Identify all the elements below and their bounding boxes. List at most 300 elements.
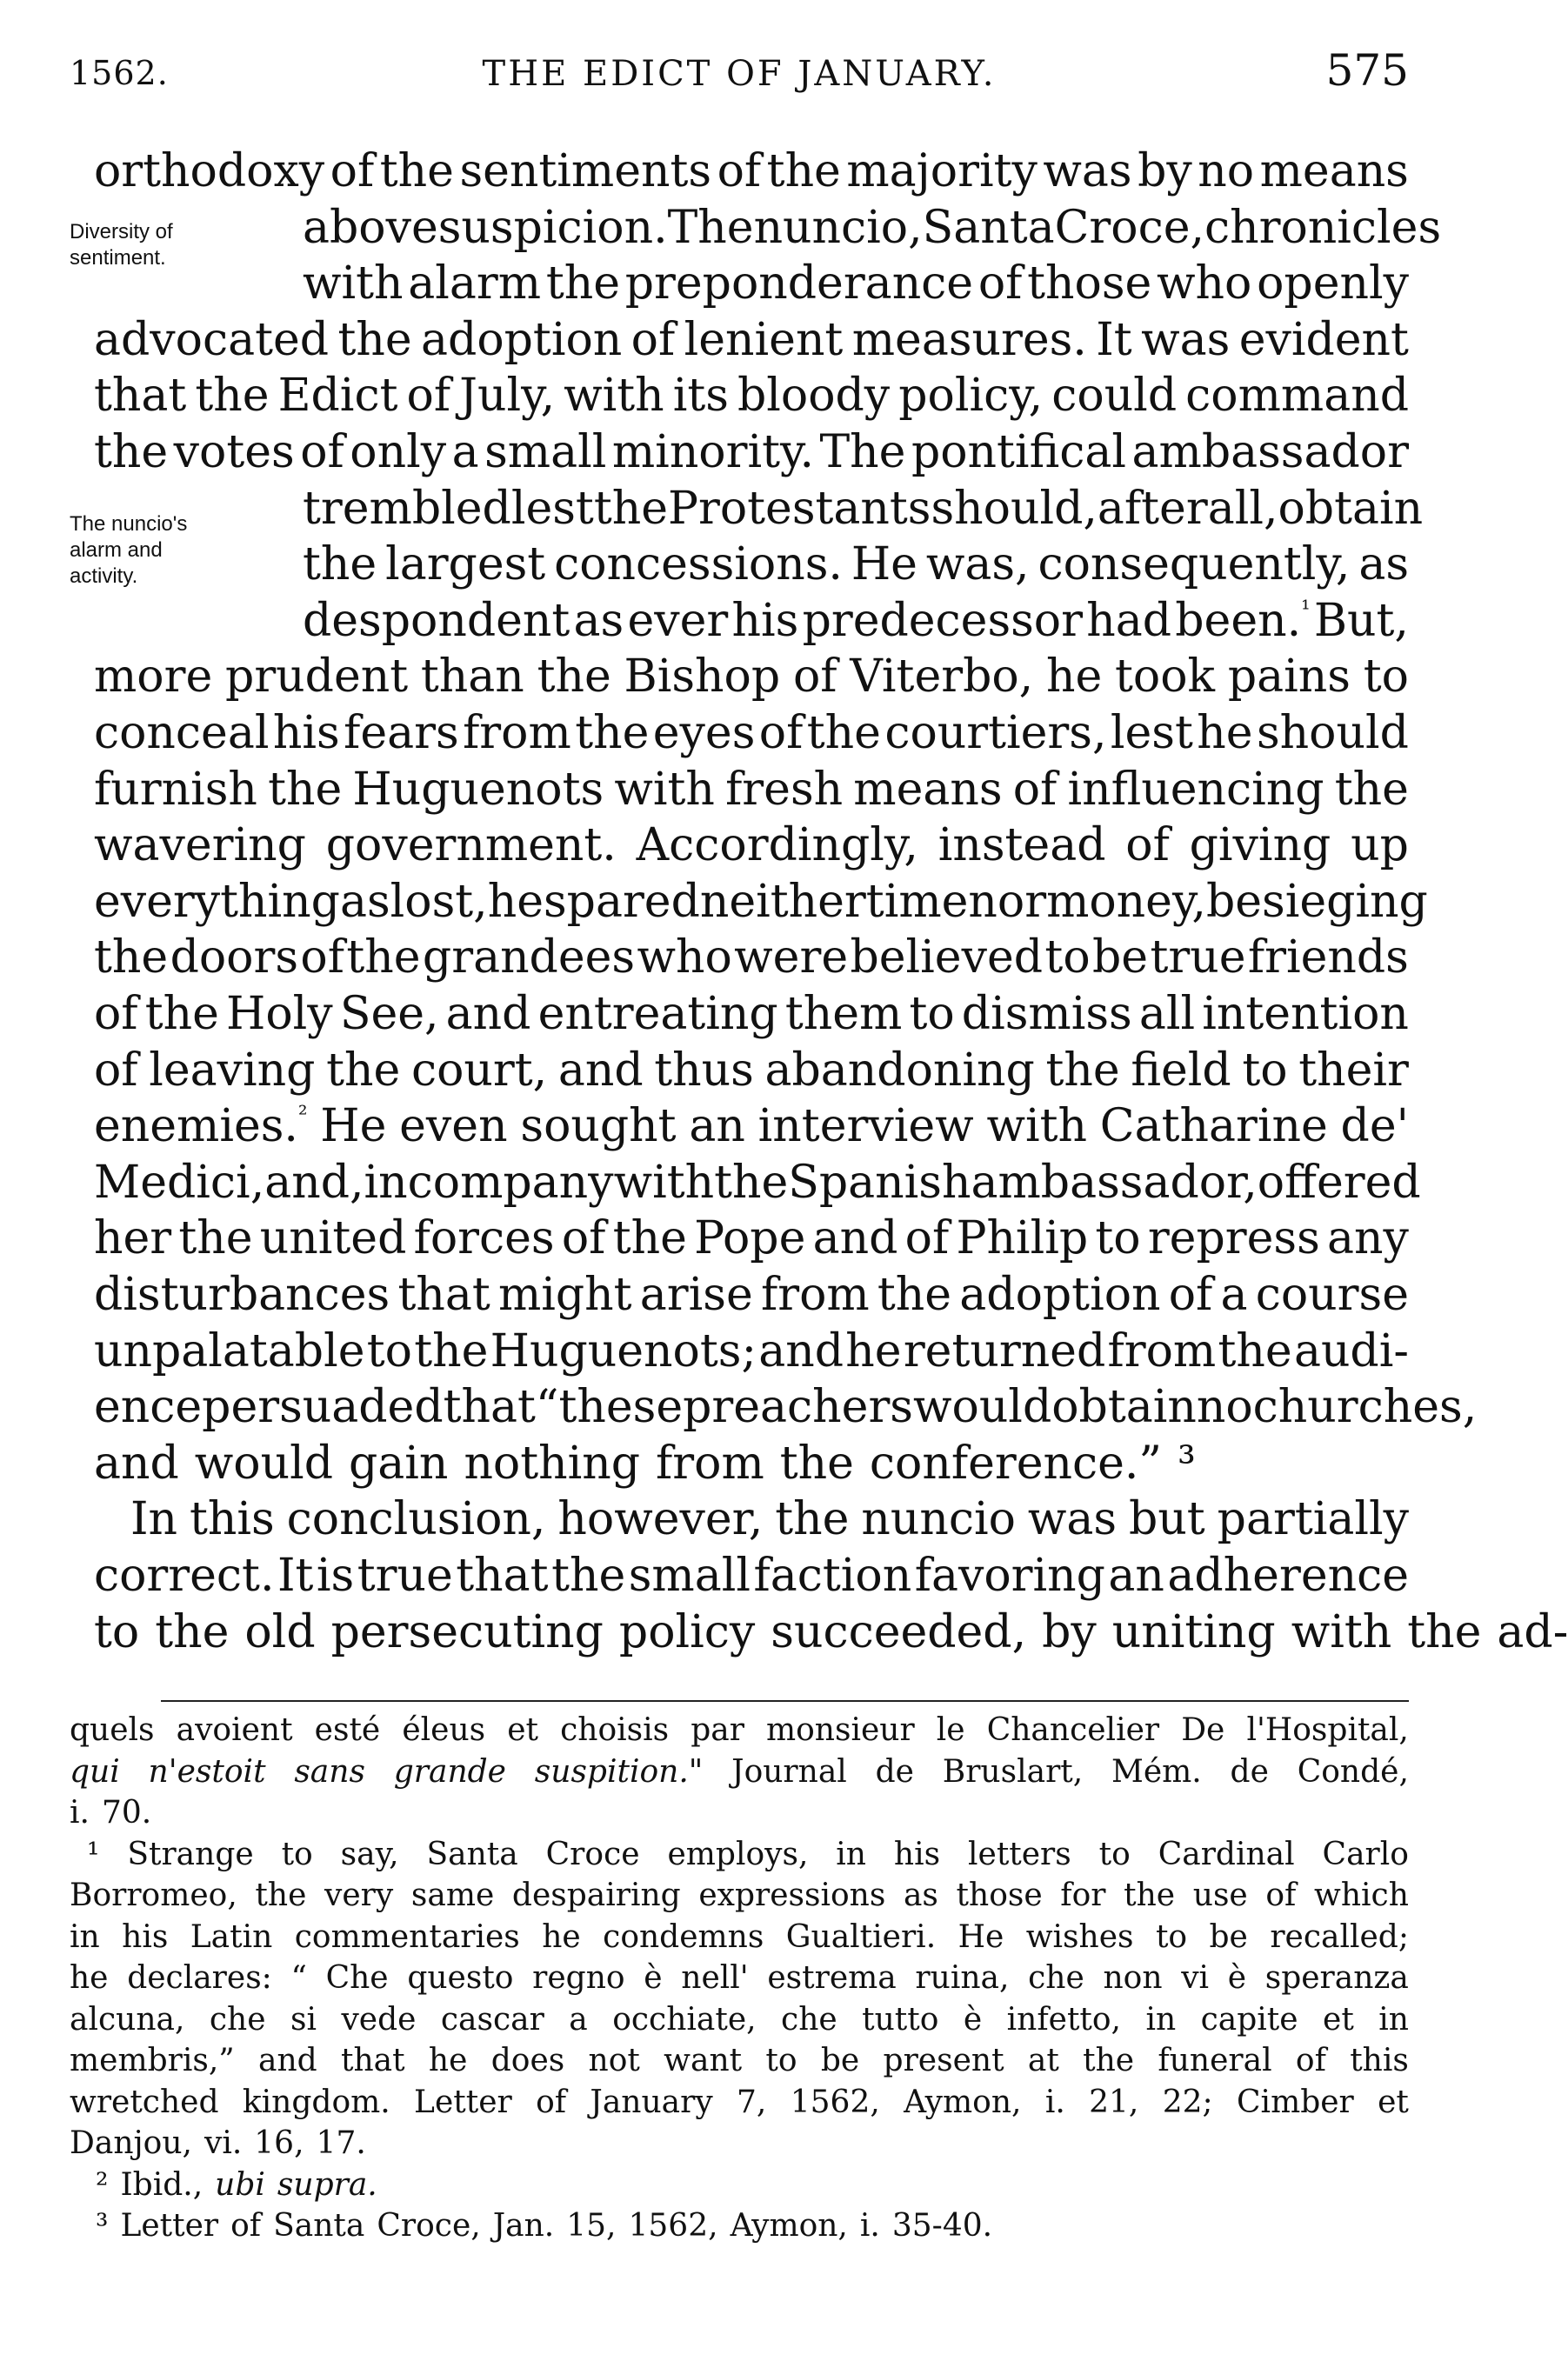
word: de' xyxy=(1340,1100,1409,1153)
word: de xyxy=(1230,1753,1269,1790)
word: favoring xyxy=(914,1550,1105,1602)
word: the xyxy=(714,1156,789,1209)
word: the xyxy=(779,1437,854,1490)
word: to xyxy=(1242,1044,1288,1097)
word: ad- xyxy=(1497,1605,1568,1658)
margin-note-line: sentiment. xyxy=(70,246,166,270)
word: succeeded, xyxy=(771,1605,1027,1658)
word: vi. xyxy=(204,2125,243,2161)
word: that xyxy=(94,370,187,423)
word: regno xyxy=(532,1960,625,1996)
word: with xyxy=(303,257,404,310)
word: prudent xyxy=(225,650,409,704)
word: But, xyxy=(1313,594,1409,647)
word: with xyxy=(1291,1605,1392,1658)
word: besieging xyxy=(1205,875,1428,928)
word: bloody xyxy=(737,370,891,423)
word: partially xyxy=(1217,1493,1409,1546)
word: the xyxy=(877,1269,952,1321)
word: alarm xyxy=(408,257,542,310)
word: che xyxy=(1028,1960,1084,1996)
word: small xyxy=(484,426,607,478)
word: of xyxy=(300,426,344,478)
word: repress xyxy=(1147,1212,1320,1265)
word: sought xyxy=(520,1100,677,1153)
word: money, xyxy=(1046,875,1206,928)
word: the xyxy=(337,313,412,366)
word: Philip xyxy=(956,1212,1089,1265)
body-line xyxy=(94,312,1409,368)
margin-note-line: alarm and xyxy=(70,538,163,562)
word: Cimber xyxy=(1237,2084,1354,2120)
word: old xyxy=(244,1605,316,1658)
word: fears xyxy=(344,707,459,759)
footnote-line xyxy=(70,2084,1409,2122)
word: qui xyxy=(70,1753,120,1790)
word: is xyxy=(316,1550,355,1602)
footnote-line xyxy=(96,2166,377,2205)
word: choisis xyxy=(560,1712,670,1748)
body-line xyxy=(94,1379,1478,1435)
word: more xyxy=(94,650,213,704)
word: Santa xyxy=(426,1836,518,1872)
body-line xyxy=(130,1491,1409,1547)
word: the xyxy=(326,1044,401,1097)
word: to xyxy=(909,988,955,1040)
footnote-line xyxy=(70,2042,1409,2080)
word: with xyxy=(986,1100,1087,1153)
word: infetto, xyxy=(1006,2001,1122,2038)
word: recalled; xyxy=(1270,1918,1409,1955)
word: funeral xyxy=(1158,2043,1272,2078)
word: in xyxy=(1145,2001,1177,2038)
word: those xyxy=(956,1878,1043,1913)
word: as xyxy=(339,875,390,928)
word: in xyxy=(836,1836,866,1872)
word: no xyxy=(1198,145,1255,197)
word: would xyxy=(913,1381,1052,1434)
body-line xyxy=(94,649,1409,704)
word: might xyxy=(497,1269,632,1321)
word: same xyxy=(410,1878,495,1913)
word: not xyxy=(588,2043,640,2078)
word: with xyxy=(564,370,664,423)
word: interview xyxy=(757,1100,974,1153)
word: Santa xyxy=(273,2208,365,2244)
word: by xyxy=(1042,1605,1097,1658)
footnote-line xyxy=(70,2001,1409,2039)
word: lenient xyxy=(684,313,844,366)
word: the xyxy=(178,1212,253,1265)
word: faction xyxy=(753,1550,912,1602)
word: Journal xyxy=(731,1753,847,1790)
word: influencing xyxy=(1067,763,1324,816)
word: et xyxy=(1378,2084,1409,2120)
word: the xyxy=(1124,1878,1176,1913)
word: 1562, xyxy=(628,2208,718,2244)
word: vede xyxy=(341,2001,417,2038)
word: of xyxy=(1265,1878,1297,1913)
word: è xyxy=(963,2001,983,2038)
body-line xyxy=(303,593,1409,649)
footnote-line xyxy=(70,1711,1409,1750)
word: pains xyxy=(1227,650,1351,704)
word: He xyxy=(851,538,917,591)
word: wishes xyxy=(1025,1918,1134,1955)
word: disturbances xyxy=(94,1269,390,1321)
word: of xyxy=(300,931,344,984)
word: arise xyxy=(639,1269,753,1321)
word: want xyxy=(664,2043,743,2078)
word: a xyxy=(569,2001,588,2038)
header-year: 1562. xyxy=(70,54,169,92)
word: Che xyxy=(325,1960,389,1996)
word: 22; xyxy=(1162,2084,1213,2120)
word: persecuting xyxy=(330,1605,604,1658)
word: the xyxy=(612,1212,687,1265)
word: preachers xyxy=(683,1381,913,1434)
word: predecessor xyxy=(802,594,1083,647)
word: of xyxy=(536,2084,567,2120)
word: lost, xyxy=(390,875,488,928)
word: 1562, xyxy=(790,2084,880,2120)
word: lest xyxy=(1110,707,1193,759)
word: i. xyxy=(1044,2084,1065,2120)
body-line xyxy=(94,762,1409,817)
word: from xyxy=(760,1269,870,1321)
word: court, xyxy=(410,1044,548,1097)
word: small xyxy=(628,1550,751,1602)
word: these xyxy=(558,1381,684,1434)
page-number: 575 xyxy=(1325,45,1409,96)
word: July, xyxy=(459,370,556,423)
word: ³ xyxy=(96,2208,109,2244)
word: monsieur xyxy=(766,1712,915,1748)
word: Croce, xyxy=(377,2208,481,2244)
word: De xyxy=(1181,1712,1225,1748)
header-title: THE EDICT OF JANUARY. xyxy=(482,54,997,94)
footnote-line xyxy=(70,1877,1409,1915)
word: conceal xyxy=(94,707,270,759)
word: and xyxy=(557,1044,644,1097)
word: ambassador, xyxy=(971,1156,1258,1209)
word: wavering xyxy=(94,819,306,872)
word: nor xyxy=(968,875,1047,928)
margin-note-nuncio xyxy=(70,511,187,590)
word: adherence xyxy=(1167,1550,1409,1602)
word: spared xyxy=(543,875,700,928)
word: in xyxy=(70,1918,100,1955)
word: of xyxy=(406,370,451,423)
word: supra. xyxy=(277,2166,377,2203)
word: commentaries xyxy=(294,1918,520,1955)
word: could xyxy=(1051,370,1178,423)
word: all, xyxy=(1207,482,1278,535)
word: those xyxy=(1027,257,1152,310)
word: eyes xyxy=(652,707,756,759)
word: grandees xyxy=(422,931,636,984)
word: as xyxy=(1358,538,1409,591)
word: the xyxy=(1334,763,1409,816)
word: ubi xyxy=(215,2166,265,2203)
word: Letter xyxy=(414,2084,512,2120)
running-header xyxy=(70,45,1409,97)
word: a xyxy=(451,426,479,478)
word: 7, xyxy=(737,2084,767,2120)
word: suspition." xyxy=(534,1753,704,1790)
word: tutto xyxy=(862,2001,939,2038)
word: the xyxy=(593,482,668,535)
word: Strange xyxy=(127,1836,254,1872)
word: It xyxy=(277,1550,314,1602)
word: It xyxy=(1096,313,1132,366)
word: of xyxy=(792,650,837,704)
word: say, xyxy=(340,1836,399,1872)
word: to xyxy=(94,1605,140,1658)
word: 15, xyxy=(566,2208,617,2244)
word: would xyxy=(194,1437,334,1490)
word: any xyxy=(1327,1212,1409,1265)
footnote-line xyxy=(70,1794,151,1832)
word: esté xyxy=(314,1712,381,1748)
word: and xyxy=(94,1437,179,1490)
word: only xyxy=(350,426,447,478)
word: non xyxy=(1103,1960,1163,1996)
word: Viterbo, xyxy=(850,650,1034,704)
word: friends xyxy=(1247,931,1409,984)
word: as xyxy=(573,594,624,647)
word: condemns xyxy=(603,1918,764,1955)
word: of xyxy=(561,1212,606,1265)
word: true xyxy=(1150,931,1246,984)
word: he xyxy=(487,875,544,928)
word: the xyxy=(1045,1044,1120,1097)
word: been.$^{^1}$ xyxy=(1175,594,1311,647)
word: was xyxy=(1027,1493,1118,1546)
word: conference.” xyxy=(869,1437,1162,1490)
word: the xyxy=(94,931,169,984)
footnote-line xyxy=(70,2125,366,2163)
word: policy xyxy=(618,1605,756,1658)
word: 16, xyxy=(254,2125,304,2161)
word: abandoning xyxy=(764,1044,1035,1097)
word: 17. xyxy=(316,2125,366,2161)
word: è xyxy=(1227,1960,1247,1996)
word: present xyxy=(883,2043,1004,2078)
word: Bruslart, xyxy=(942,1753,1084,1790)
word: 70. xyxy=(101,1795,152,1831)
word: quels xyxy=(70,1712,155,1748)
word: i. xyxy=(859,2208,880,2244)
body-line xyxy=(94,1604,1568,1660)
word: everything xyxy=(94,875,340,928)
word: Catharine xyxy=(1099,1100,1328,1153)
word: Pope xyxy=(694,1212,806,1265)
body-line xyxy=(303,256,1409,311)
word: ³ xyxy=(1178,1437,1196,1490)
word: be xyxy=(1209,1918,1248,1955)
word: the xyxy=(1083,2043,1135,2078)
word: to xyxy=(1095,1212,1141,1265)
body-line xyxy=(94,1211,1409,1266)
word: nothing xyxy=(464,1437,641,1490)
body-line xyxy=(94,930,1409,985)
word: instead xyxy=(937,819,1106,872)
word: questo xyxy=(407,1960,514,1996)
word: a xyxy=(1220,1269,1248,1321)
word: The xyxy=(819,426,906,478)
word: and, xyxy=(264,1156,364,1209)
word: Danjou, xyxy=(70,2125,192,2161)
word: In xyxy=(130,1493,178,1546)
word: of xyxy=(1168,1269,1213,1321)
word: of xyxy=(94,988,138,1040)
word: courtiers, xyxy=(884,707,1107,759)
word: leaving xyxy=(149,1044,316,1097)
word: in xyxy=(364,1156,408,1209)
word: consequently, xyxy=(1038,538,1351,591)
word: Santa xyxy=(922,201,1055,254)
word: estrema xyxy=(767,1960,897,1996)
word: from xyxy=(656,1437,764,1490)
word: who xyxy=(1157,257,1252,310)
word: adoption xyxy=(959,1269,1161,1321)
word: concessions. xyxy=(554,538,843,591)
word: he xyxy=(845,1324,902,1377)
word: nuncio xyxy=(861,1493,1016,1546)
word: the xyxy=(94,426,169,478)
word: the xyxy=(775,1493,850,1546)
word: the xyxy=(144,988,219,1040)
word: believed xyxy=(850,931,1044,984)
word: from xyxy=(1107,1324,1217,1377)
word: with xyxy=(614,763,715,816)
word: was, xyxy=(925,538,1030,591)
word: the xyxy=(545,257,621,310)
word: the xyxy=(414,1324,489,1377)
word: grande xyxy=(393,1753,506,1790)
word: of xyxy=(94,1044,138,1097)
word: declares: xyxy=(127,1960,272,1996)
word: after xyxy=(1097,482,1208,535)
word: above xyxy=(303,201,438,254)
word: be xyxy=(820,2043,860,2078)
word: use xyxy=(1192,1878,1248,1913)
word: at xyxy=(1027,2043,1059,2078)
word: from xyxy=(463,707,571,759)
word: returned xyxy=(903,1324,1106,1377)
word: speranza xyxy=(1264,1960,1409,1996)
body-line xyxy=(94,1548,1409,1604)
word: command xyxy=(1185,370,1409,423)
body-line xyxy=(303,537,1409,592)
word: Letter xyxy=(120,2208,219,2244)
word: Gualtieri. xyxy=(785,1918,937,1955)
footnote-line xyxy=(87,1836,1409,1874)
word: Latin xyxy=(190,1918,273,1955)
body-line xyxy=(94,1324,1409,1379)
word: de xyxy=(875,1753,914,1790)
word: Croce, xyxy=(1054,201,1205,254)
word: government. xyxy=(325,819,617,872)
word: field xyxy=(1131,1044,1231,1097)
word: her xyxy=(94,1212,172,1265)
word: all xyxy=(1138,988,1196,1040)
word: his xyxy=(731,594,799,647)
word: of xyxy=(758,707,804,759)
word: sentiments xyxy=(459,145,712,197)
word: employs, xyxy=(667,1836,809,1872)
word: votes xyxy=(173,426,295,478)
word: however, xyxy=(557,1493,764,1546)
word: Accordingly, xyxy=(636,819,918,872)
footnote-line xyxy=(70,1753,1409,1791)
word: no xyxy=(1196,1381,1253,1434)
word: with xyxy=(613,1156,715,1209)
body-line xyxy=(94,705,1409,761)
word: true xyxy=(357,1550,453,1602)
word: even xyxy=(399,1100,508,1153)
word: enemies.$^{^2}$ xyxy=(94,1100,308,1153)
word: were xyxy=(734,931,849,984)
word: Mém. xyxy=(1111,1753,1202,1790)
word: Ibid., xyxy=(120,2166,204,2203)
word: he xyxy=(1197,707,1253,759)
word: course xyxy=(1255,1269,1409,1321)
word: Aymon, xyxy=(730,2208,848,2244)
word: that xyxy=(456,1550,549,1602)
word: united xyxy=(259,1212,407,1265)
body-line xyxy=(94,1098,1409,1154)
word: should xyxy=(1256,707,1409,759)
body-line xyxy=(94,874,1428,930)
word: who xyxy=(637,931,732,984)
word: and xyxy=(445,988,531,1040)
word: that xyxy=(397,1269,490,1321)
word: the xyxy=(268,763,343,816)
footnote-line xyxy=(96,2207,992,2245)
word: very xyxy=(324,1878,394,1913)
word: chronicles xyxy=(1204,201,1442,254)
word: to xyxy=(1044,931,1091,984)
word: lest xyxy=(510,482,594,535)
word: uniting xyxy=(1111,1605,1276,1658)
word: largest xyxy=(385,538,546,591)
body-line xyxy=(94,368,1409,424)
word: of xyxy=(1295,2043,1326,2078)
word: of xyxy=(977,257,1023,310)
margin-note-line: The nuncio's xyxy=(70,512,188,536)
word: and xyxy=(257,2043,317,2078)
word: should, xyxy=(931,482,1098,535)
word: Croce xyxy=(545,1836,640,1872)
word: the xyxy=(537,650,611,704)
word: avoient xyxy=(176,1712,293,1748)
word: for xyxy=(1060,1878,1106,1913)
word: their xyxy=(1298,1044,1409,1097)
word: minority. xyxy=(611,426,814,478)
word: vi xyxy=(1181,1960,1210,1996)
word: advocated xyxy=(94,313,330,366)
body-line xyxy=(94,986,1409,1042)
word: the xyxy=(346,931,421,984)
word: than xyxy=(420,650,524,704)
word: è xyxy=(644,1960,663,1996)
word: Huguenots xyxy=(352,763,604,816)
body-line xyxy=(303,481,1424,537)
word: wretched xyxy=(70,2084,219,2120)
word: offered xyxy=(1257,1156,1421,1209)
